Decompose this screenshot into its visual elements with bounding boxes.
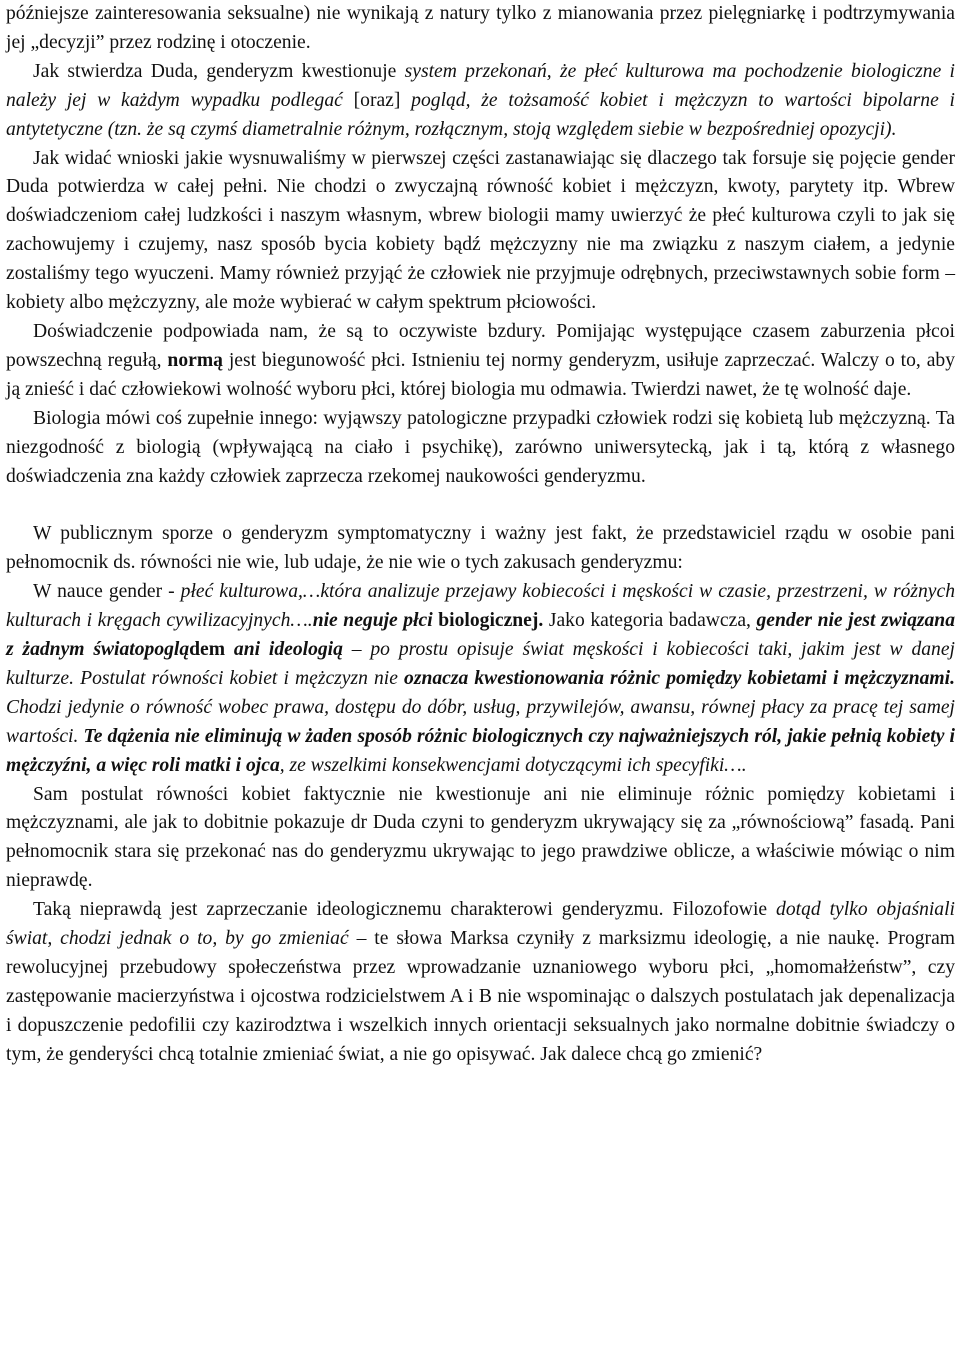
bold-italic-quote: ani ideologią [233,639,343,661]
text-run: Taką nieprawdą jest zaprzeczanie ideologicznemu charakterowi genderyzmu. Filozofowie [33,899,777,921]
text-run: Sam postulat równości kobiet faktycznie nie kwestionuje ani nie eliminuje różnic pomiędzy kobietami i mężczyznami, ale jak to dobitnie pokazuje dr Duda czyni to genderyzm ukrywający się za „równościową” fasadą. Pani pełnomocnik stara się przekonać nas do genderyzmu ukrywając to jego prawdziwe oblicze, a właściwie mówiąc o nim nieprawdę. [6,783,955,892]
text-run: Jak stwierdza Duda, genderyzm kwestionuje [33,60,405,82]
text-run: Jak widać wnioski jakie wysnuwaliśmy w pierwszej części zastanawiając się dlaczego tak forsuje się pojęcie gender Duda potwierdza w całej pełni. Nie chodzi o zwyczajną równość kobiet i mężczyzn, kwoty, parytety itp. Wbrew doświadczeniom całej ludzkości i naszym własnym, wbrew biologii mamy uwierzyć że płeć kulturowa czyli to jak się zachowujemy i czujemy, nasz sposób bycia kobiety bądź mężczyzny nie ma związku z naszym ciałem, a jedynie zostaliśmy tego wyuczeni. Mamy również przyjąć że człowiek nie przyjmuje odrębnych, przeciwstawnych sobie form – kobiety albo mężczyzny, ale może wybierać w całym spektrum płciowości. [6,147,955,314]
paragraph-5 [6,405,955,492]
text-run: W nauce gender - [33,581,181,603]
bold-term: normą [167,349,223,371]
text-run: późniejsze zainteresowania seksualne) nie wynikają z natury tylko z mianowania przez pielęgniarkę i podtrzymywania jej „decyzji” przez rodzinę i otoczenie. [6,3,955,53]
text-run: jest biegunowość płci. Istnieniu tej normy genderyzm, usiłuje zaprzeczać. Walczy o to, aby ją znieść i dać człowiekowi wolność wyboru płci, której biologia mu odmawia. Twierdzi nawet, że tę wolność daje. [6,349,955,400]
italic-quote: system przekonań, że płeć kulturowa ma pochodzenie biologiczne i należy jej w każdym wypadku podlegać [6,60,955,111]
italic-quote: płeć kulturowa,…która analizuje przejawy kobiecości i męskości w czasie, przestrzeni, w różnych kulturach i kręgach cywilizacyjnych…. [6,581,955,632]
bold-term: dem [189,639,226,661]
text-run: [oraz] [353,89,412,111]
italic-quote: Chodzi jedynie o równość wobec prawa, dostępu do dóbr, usług, przywilejów, awansu, równej płacy za pracę tej samej wartości. [6,696,955,747]
italic-quote: pogląd, że tożsamość kobiet i mężczyzn to wartości bipolarne i antytetyczne (tzn. że są czymś diametralnie różnym, rozłącznym, stoją względem siebie w bezpośredniej opozycji). [6,89,955,140]
bold-term: biologicznej. [438,610,544,632]
paragraph-2 [6,58,955,145]
text-run: Biologia mówi coś zupełnie innego: wyjąwszy patologiczne przypadki człowiek rodzi się kobietą lub mężczyzną. Ta niezgodność z biologią (wpływającą na ciało i psychikę), zarówno uniwersytecką, jak i tą, którą z własnego doświadczenia zna każdy człowiek zaprzecza rzekomej naukowości genderyzmu. [6,407,955,487]
text-run: Jako kategoria badawcza, [543,610,757,632]
bold-italic-quote: Te dążenia nie eliminują w żaden sposób różnic biologicznych czy najważniejszych ról, jakie pełnią kobiety i mężczyźni, a więc roli matki i ojca [6,725,955,776]
text-run: W publicznym sporze o genderyzm symptomatyczny i ważny jest fakt, że przedstawiciel rządu w osobie pani pełnomocnik ds. równości nie wie, lub udaje, że nie wie o tych zakusach genderyzmu: [6,523,955,574]
paragraph-1 [6,0,955,58]
paragraph-4 [6,318,955,405]
text-run: Doświadczenie podpowiada nam, że są to oczywiste bzdury. Pomijając występujące czasem zaburzenia płcoi powszechną regułą, [6,320,955,371]
paragraph-8 [6,781,955,897]
italic-quote: – po prostu opisuje świat męskości i kobiecości taki, jakim jest w danej kulturze. Postulat równości kobiet i mężczyzn nie [6,639,955,689]
text-run [225,639,234,660]
paragraph-7-quote [6,578,955,780]
bold-italic-quote: nie neguje płci [312,610,433,632]
paragraph-6 [6,520,955,578]
paragraph-9 [6,896,955,1069]
text-run: – te słowa Marksa czyniły z marksizmu ideologię, a nie naukę. Program rewolucyjnej przebudowy społeczeństwa przez wprowadzanie uznaniowego wyboru płci, „homomałżeństw”, czy zastępowanie macierzyństwa i ojcostwa rodzicielstwem A i B nie wspominając o dalszych postulatach jak depenalizacja i dopuszczenie pedofilii czy kazirodztwa i wszelkich innych orientacji seksualnych jako normalne dobitnie świadczy o tym, że genderyści chcą totalnie zmieniać świat, a nie go opisywać. Jak dalece chcą go zmienić? [6,928,956,1065]
paragraph-3 [6,145,955,318]
bold-italic-quote: gender nie jest związana z żadnym światopoglą [6,610,955,661]
italic-quote: , ze wszelkimi konsekwencjami dotyczącymi ich specyfiki…. [279,754,747,776]
bold-italic-quote: oznacza kwestionowania różnic pomiędzy kobietami i mężczyznami. [404,667,955,689]
italic-quote: dotąd tylko objaśniali świat, chodzi jednak o to, by go zmieniać [6,899,955,950]
